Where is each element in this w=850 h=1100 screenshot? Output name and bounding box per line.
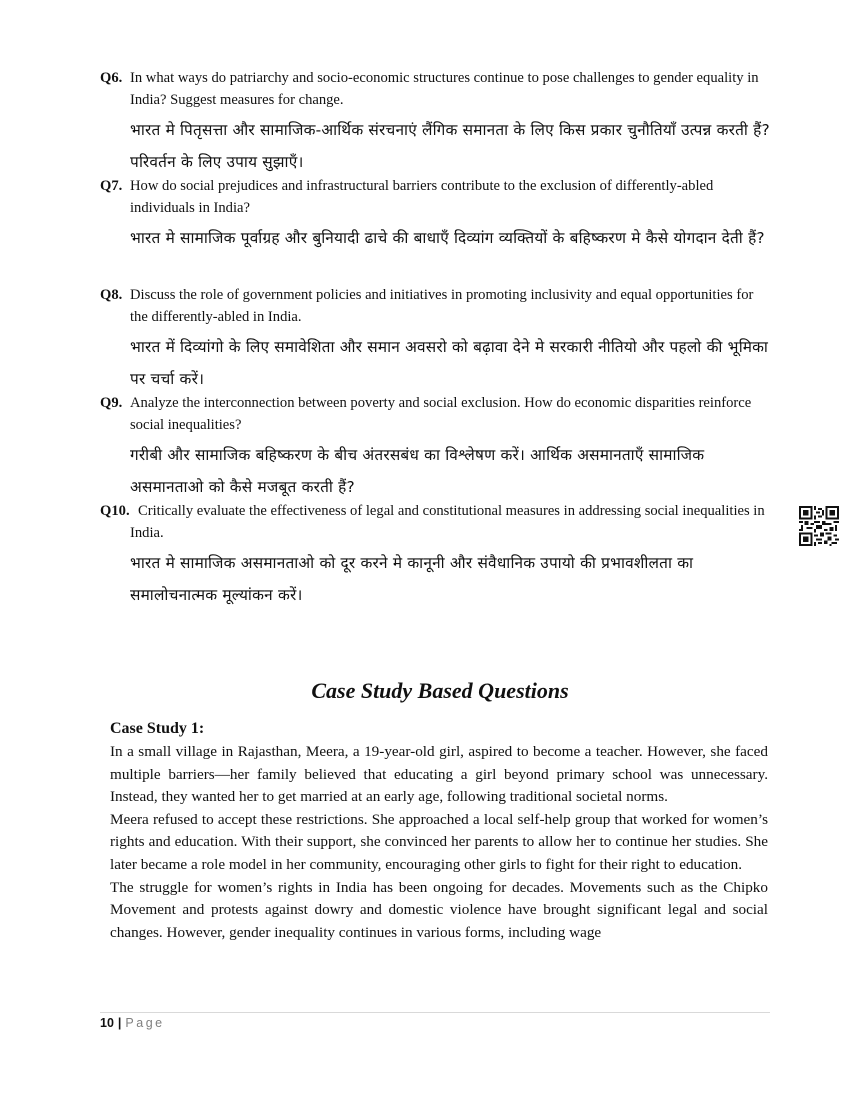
qr-code-icon [799,506,839,546]
question-q8 [100,284,770,395]
question-q9 [100,392,770,503]
question-number: Q8. [100,287,123,303]
page-label: Page [125,1016,165,1030]
question-hindi-text: भारत मे पितृसत्ता और सामाजिक-आर्थिक संरचनाएं लैंगिक समानता के लिए किस प्रकार चुनौतियाँ उत्पन्न करती हैं? परिवर्तन के लिए उपाय सुझाएँ। [130,121,770,171]
page-number: 10 [100,1016,114,1030]
case-study-paragraph: In a small village in Rajasthan, Meera, a 19-year-old girl, aspired to become a teacher. However, she faced multiple barriers—her family believed that educating a girl beyond primary school was unnecessary. Instead, they wanted her to get married at an early age, following traditional societal norms. [110,743,768,806]
footer-divider [100,1012,770,1013]
question-q6 [100,67,770,178]
question-q10 [100,500,770,611]
question-number: Q9. [100,395,123,411]
footer-separator: | [117,1016,122,1030]
question-number: Q6. [100,70,123,86]
question-hindi-text: भारत में दिव्यांगो के लिए समावेशिता और समान अवसरो को बढ़ावा देने मे सरकारी नीतियो और पहलो की भूमिका पर चर्चा करें। [130,338,769,388]
case-study-title: Case Study 1: [110,720,205,737]
question-number: Q10. [100,503,130,519]
question-number: Q7. [100,178,123,194]
question-english [100,175,770,219]
question-english-text: In what ways do patriarchy and socio-economic structures continue to pose challenges to gender equality in India? Suggest measures for change. [130,70,759,108]
question-q7 [100,175,770,254]
section-title: Case Study Based Questions [311,678,569,703]
question-hindi-text: भारत मे सामाजिक असमानताओ को दूर करने मे कानूनी और संवैधानिक उपायो की प्रभावशीलता का समालोचनात्मक मूल्यांकन करें। [130,554,694,604]
question-english [100,284,770,328]
page-footer [100,1015,165,1031]
question-english-text: How do social prejudices and infrastructural barriers contribute to the exclusion of differently-abled individuals in India? [130,178,714,216]
question-hindi-text: गरीबी और सामाजिक बहिष्करण के बीच अंतरसबंध का विश्लेषण करें। आर्थिक असमानताएँ सामाजिक असमानताओ को कैसे मजबूत करती हैं? [130,446,705,496]
question-english-text: Analyze the interconnection between poverty and social exclusion. How do economic disparities reinforce social inequalities? [130,395,752,433]
case-study-paragraph: The struggle for women’s rights in India has been ongoing for decades. Movements such as the Chipko Movement and protests against dowry and domestic violence have brought significant legal and social changes. However, gender inequality continues in various forms, including wage [110,878,768,941]
question-english [100,392,770,436]
case-study [110,718,768,944]
question-english [100,500,770,544]
question-english-text: Discuss the role of government policies and initiatives in promoting inclusivity and equal opportunities for the differently-abled in India. [130,287,754,325]
question-english [100,67,770,111]
case-study-paragraph: Meera refused to accept these restrictions. She approached a local self-help group that worked for women’s rights and education. With their support, she convinced her parents to allow her to continue her studies. She later became a role model in her community, encouraging other girls to fight for their right to education. [110,810,768,873]
question-hindi-text: भारत मे सामाजिक पूर्वाग्रह और बुनियादी ढाचे की बाधाएँ दिव्यांग व्यक्तियों के बहिष्करण मे कैसे योगदान देती हैं? [130,229,765,247]
question-english-text: Critically evaluate the effectiveness of legal and constitutional measures in addressing social inequalities in India. [130,503,765,541]
